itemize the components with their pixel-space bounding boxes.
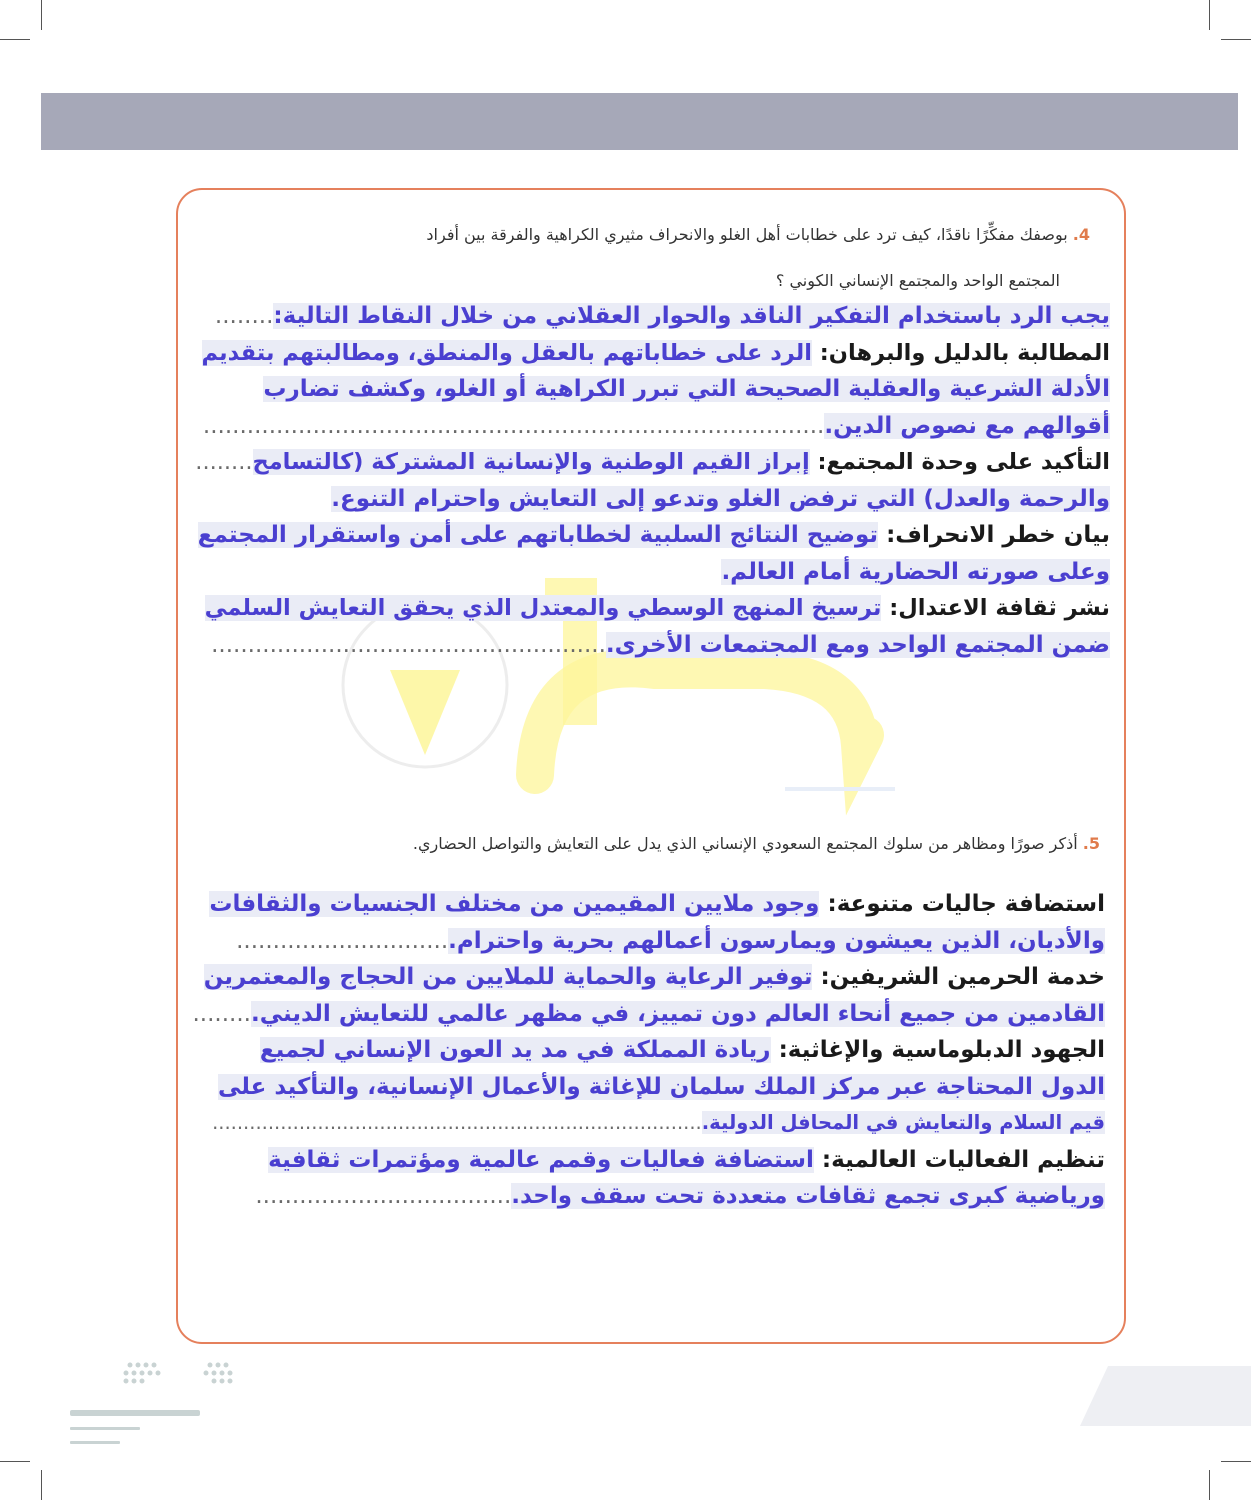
crop-mark <box>1221 1461 1251 1462</box>
answer-4-point-1-line-3: أقوالهم مع نصوص الدين. <box>824 412 1110 439</box>
answer-5-point-3-line-2: الدول المحتاجة عبر مركز الملك سلمان للإغاثة والأعمال الإنسانية، والتأكيد على <box>218 1073 1105 1100</box>
answer-5-point-4-line-2: ورياضية كبرى تجمع ثقافات متعددة تحت سقف واحد. <box>511 1183 1105 1209</box>
question-5-text: أذكر صورًا ومظاهر من سلوك المجتمع السعودي الإنساني الذي يدل على التعايش والتواصل الحضاري. <box>412 834 1078 853</box>
answer-4-point-1-end <box>190 408 1110 445</box>
answer-5-point-3-label: الجهود الدبلوماسية والإغاثية: <box>778 1037 1105 1063</box>
answer-4 <box>190 298 1110 663</box>
crop-mark <box>41 1470 42 1500</box>
answer-5-point-4 <box>190 1142 1105 1179</box>
answer-4-point-4-continued <box>190 627 1110 664</box>
crop-mark <box>41 0 42 30</box>
answer-5-point-3-dots: ............................................................................... <box>212 1111 702 1134</box>
answer-5-point-1-continued <box>190 923 1105 960</box>
crop-mark <box>1209 1470 1210 1500</box>
answer-5-point-1-dots: ............................. <box>236 927 449 954</box>
ministry-of-education-logo-icon <box>60 1355 250 1455</box>
answer-5-point-3-line-3: قيم السلام والتعايش في المحافل الدولية. <box>701 1111 1105 1134</box>
question-5 <box>240 821 1100 867</box>
answer-5-point-2 <box>190 959 1105 996</box>
answer-5-point-2-dots: ........ <box>192 1000 251 1027</box>
crop-mark <box>0 39 30 40</box>
answer-4-point-3-continued <box>190 554 1110 591</box>
answer-5-point-4-continued <box>190 1178 1105 1215</box>
page-number-tab <box>1080 1366 1251 1426</box>
question-4 <box>240 212 1090 304</box>
answer-5-point-1-line-1: وجود ملايين المقيمين من مختلف الجنسيات والثقافات <box>209 891 820 917</box>
answer-5-point-4-label: تنظيم الفعاليات العالمية: <box>821 1146 1105 1173</box>
answer-5-point-4-dots: ................................... <box>255 1183 512 1209</box>
answer-5-point-2-line-2: القادمين من جميع أنحاء العالم دون تمييز، في مظهر عالمي للتعايش الديني. <box>250 1000 1105 1027</box>
answer-5-point-2-continued <box>190 996 1105 1033</box>
answer-4-intro <box>190 298 1110 335</box>
crop-mark <box>1221 39 1251 40</box>
crop-mark <box>1209 0 1210 30</box>
answer-4-point-2-line-2: والرحمة والعدل) التي ترفض الغلو وتدعو إلى التعايش واحترام التنوع. <box>331 485 1110 512</box>
question-4-line1 <box>240 212 1090 258</box>
answer-4-point-2-dots: ........ <box>195 449 253 475</box>
answer-4-point-4-line-1: ترسيخ المنهج الوسطي والمعتدل الذي يحقق التعايش السلمي <box>204 595 882 621</box>
answer-5-point-3-end <box>190 1105 1105 1142</box>
crop-mark <box>0 1461 30 1462</box>
answer-5-point-1-label: استضافة جاليات متنوعة: <box>827 891 1105 917</box>
question-5-number: 5. <box>1082 834 1100 853</box>
answer-4-intro-dots: ........ <box>214 303 274 329</box>
answer-4-point-1-continued <box>190 371 1110 408</box>
answer-4-point-4-dots: ...................................................... <box>211 631 606 658</box>
question-4-text: بوصفك مفكِّرًا ناقدًا، كيف ترد على خطابات أهل الغلو والانحراف مثيري الكراهية والفرقة بين أفراد <box>426 225 1068 244</box>
answer-4-point-2-line-1: إبراز القيم الوطنية والإنسانية المشتركة (كالتسامح <box>252 449 810 475</box>
answer-4-point-1-line-2: الأدلة الشرعية والعقلية الصحيحة التي تبرر الكراهية أو الغلو، وكشف تضارب <box>263 376 1110 402</box>
answer-5-point-2-label: خدمة الحرمين الشريفين: <box>820 964 1105 990</box>
answer-4-point-3-line-2: وعلى صورته الحضارية أمام العالم. <box>721 558 1110 585</box>
answer-4-point-1-line-1: الرد على خطاباتهم بالعقل والمنطق، ومطالبتهم بتقديم <box>201 339 812 366</box>
answer-4-point-4-label: نشر ثقافة الاعتدال: <box>889 595 1110 621</box>
answer-4-point-2 <box>190 444 1110 481</box>
answer-4-point-2-continued <box>190 481 1110 518</box>
header-band <box>41 93 1238 150</box>
answer-4-point-1 <box>190 335 1110 372</box>
answer-5-point-1 <box>190 886 1105 923</box>
answer-4-point-2-label: التأكيد على وحدة المجتمع: <box>817 449 1110 475</box>
answer-5-point-3-continued <box>190 1069 1105 1106</box>
answer-4-point-3 <box>190 517 1110 554</box>
answer-5 <box>190 886 1105 1215</box>
answer-5-point-1-line-2: والأديان، الذين يعيشون ويمارسون أعمالهم بحرية واحترام. <box>448 927 1105 954</box>
question-4-number: 4. <box>1072 225 1090 244</box>
answer-4-point-3-label: بيان خطر الانحراف: <box>886 522 1110 548</box>
answer-4-intro-text: يجب الرد باستخدام التفكير الناقد والحوار العقلاني من خلال النقاط التالية: <box>273 303 1110 329</box>
answer-5-point-4-line-1: استضافة فعاليات وقمم عالمية ومؤتمرات ثقافية <box>268 1146 814 1173</box>
answer-4-point-1-label: المطالبة بالدليل والبرهان: <box>819 339 1110 366</box>
answer-5-point-3-line-1: ريادة المملكة في مد يد العون الإنساني لجميع <box>259 1037 771 1063</box>
question-4-line2: المجتمع الواحد والمجتمع الإنساني الكوني ؟ <box>775 271 1060 290</box>
answer-4-point-3-line-1: توضيح النتائج السلبية لخطاباتهم على أمن واستقرار المجتمع <box>197 522 879 548</box>
answer-4-point-4 <box>190 590 1110 627</box>
answer-4-point-1-dots: ..................................................................................... <box>202 412 825 439</box>
answer-5-point-3 <box>190 1032 1105 1069</box>
answer-4-point-4-line-2: ضمن المجتمع الواحد ومع المجتمعات الأخرى. <box>605 631 1110 658</box>
answer-5-point-2-line-1: توفير الرعاية والحماية للملايين من الحجاج والمعتمرين <box>203 964 813 990</box>
